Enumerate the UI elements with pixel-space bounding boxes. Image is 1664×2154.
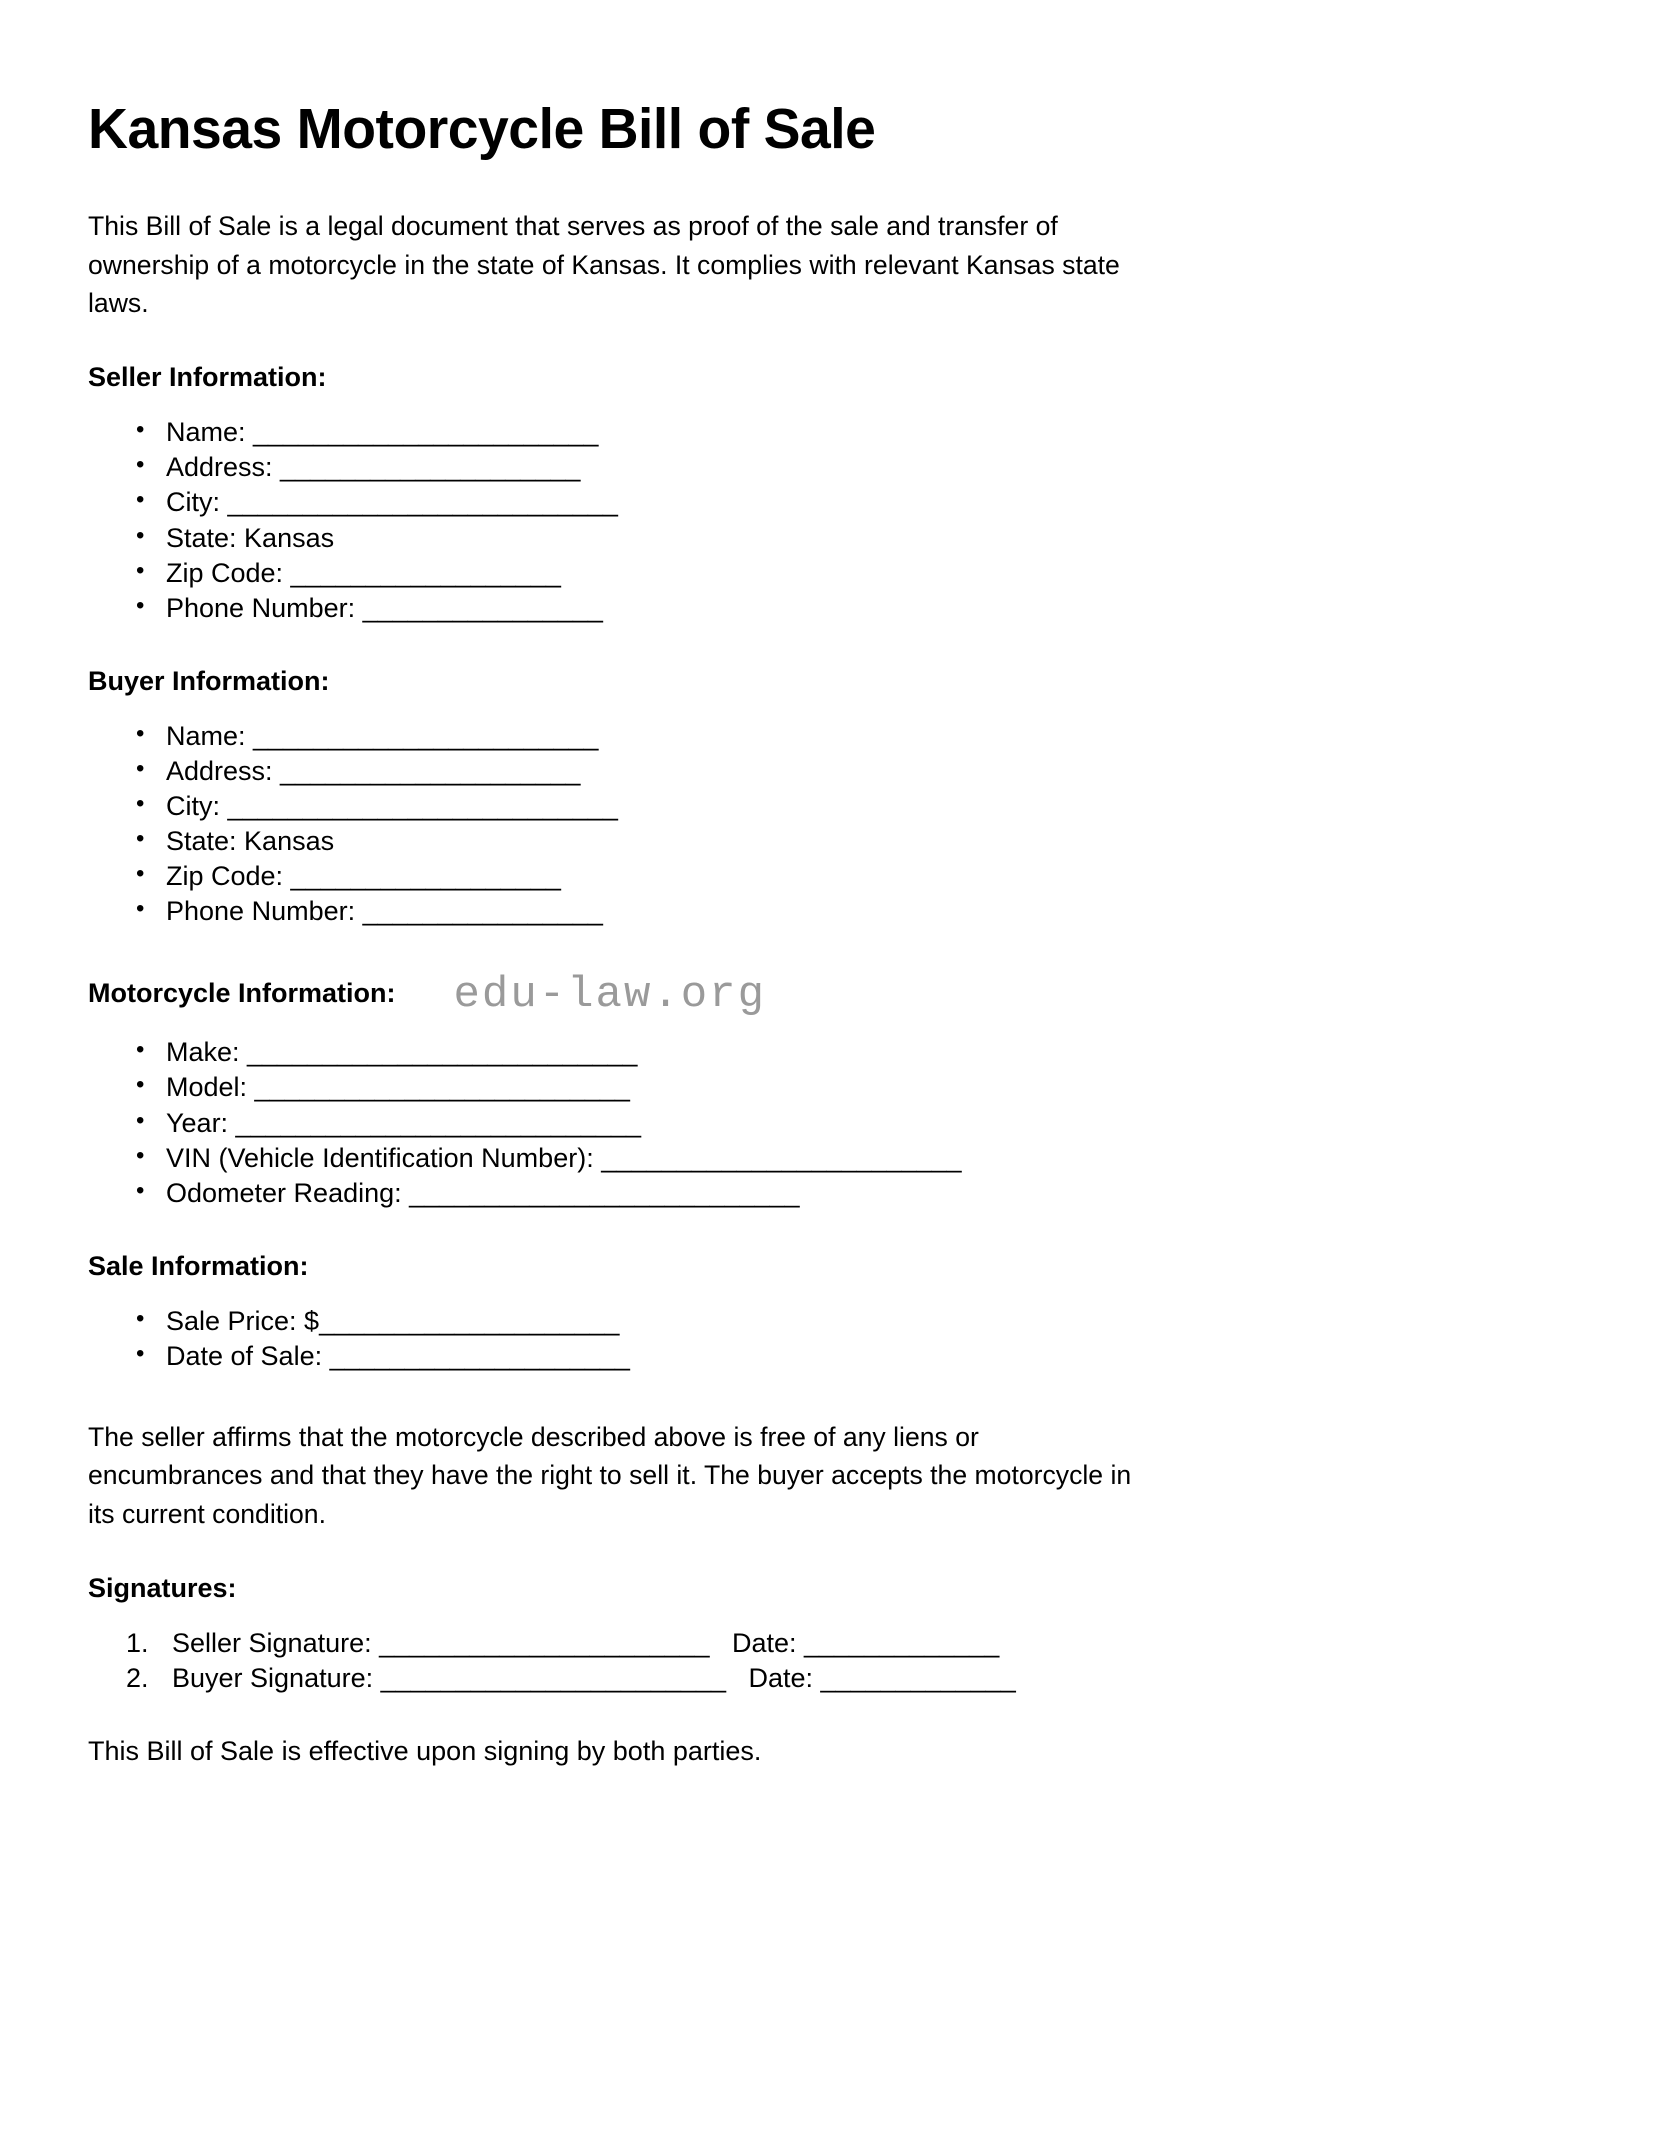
sale-information-heading bbox=[88, 1251, 1544, 1282]
list-item: Buyer Signature: _______________________ Date: _____________ bbox=[172, 1663, 1016, 1694]
sale-information-label: Sale Information: bbox=[88, 1250, 309, 1281]
motorcycle-information-list bbox=[88, 1035, 1544, 1210]
effective-paragraph: This Bill of Sale is effective upon signing by both parties. bbox=[88, 1736, 762, 1767]
page-title: Kansas Motorcycle Bill of Sale bbox=[88, 97, 876, 161]
list-item: • State: Kansas bbox=[130, 521, 1544, 556]
list-item: • Zip Code: __________________ bbox=[130, 556, 1544, 591]
sale-information-list bbox=[88, 1304, 1544, 1374]
list-item: • VIN (Vehicle Identification Number): ________________________ bbox=[130, 1141, 1544, 1176]
list-item: • Name: _______________________ bbox=[130, 415, 1544, 450]
list-item: • Phone Number: ________________ bbox=[130, 894, 1544, 929]
list-item: • Address: ____________________ bbox=[130, 450, 1544, 485]
buyer-information-heading bbox=[88, 666, 1544, 697]
list-item: • Name: _______________________ bbox=[130, 719, 1544, 754]
list-item: • Phone Number: ________________ bbox=[130, 591, 1544, 626]
buyer-information-list bbox=[88, 719, 1544, 930]
list-item: • Sale Price: $____________________ bbox=[130, 1304, 1544, 1339]
list-item: • City: __________________________ bbox=[130, 485, 1544, 520]
list-item: • Year: ___________________________ bbox=[130, 1106, 1544, 1141]
signatures-label: Signatures: bbox=[88, 1573, 237, 1603]
list-item: • Model: _________________________ bbox=[130, 1070, 1544, 1105]
list-item: • Address: ____________________ bbox=[130, 754, 1544, 789]
motorcycle-information-heading bbox=[88, 969, 1544, 1021]
list-item: • State: Kansas bbox=[130, 824, 1544, 859]
seller-information-list bbox=[88, 415, 1544, 626]
intro-paragraph: This Bill of Sale is a legal document that serves as proof of the sale and transfer of ownership of a motorcycle in the state of Kansas. It complies with relevant Kansas state laws. bbox=[88, 211, 1120, 318]
list-item: • Make: __________________________ bbox=[130, 1035, 1544, 1070]
buyer-information-label: Buyer Information: bbox=[88, 665, 330, 696]
seller-information-label: Seller Information: bbox=[88, 362, 327, 393]
list-item: • Zip Code: __________________ bbox=[130, 859, 1544, 894]
list-item: • Odometer Reading: __________________________ bbox=[130, 1176, 1544, 1211]
list-item: Seller Signature: ______________________ Date: _____________ bbox=[172, 1628, 1000, 1658]
list-item: • City: __________________________ bbox=[130, 789, 1544, 824]
signatures-heading bbox=[88, 1573, 1544, 1604]
affirmation-paragraph: The seller affirms that the motorcycle described above is free of any liens or encumbrances and that they have the right to sell it. The buyer accepts the motorcycle in its current condition. bbox=[88, 1422, 1132, 1529]
seller-information-heading bbox=[88, 362, 1544, 393]
site-watermark: edu-law.org bbox=[453, 970, 766, 1021]
motorcycle-information-label: Motorcycle Information: bbox=[88, 978, 396, 1009]
list-item: • Date of Sale: ____________________ bbox=[130, 1339, 1544, 1374]
signatures-list bbox=[88, 1626, 1544, 1696]
